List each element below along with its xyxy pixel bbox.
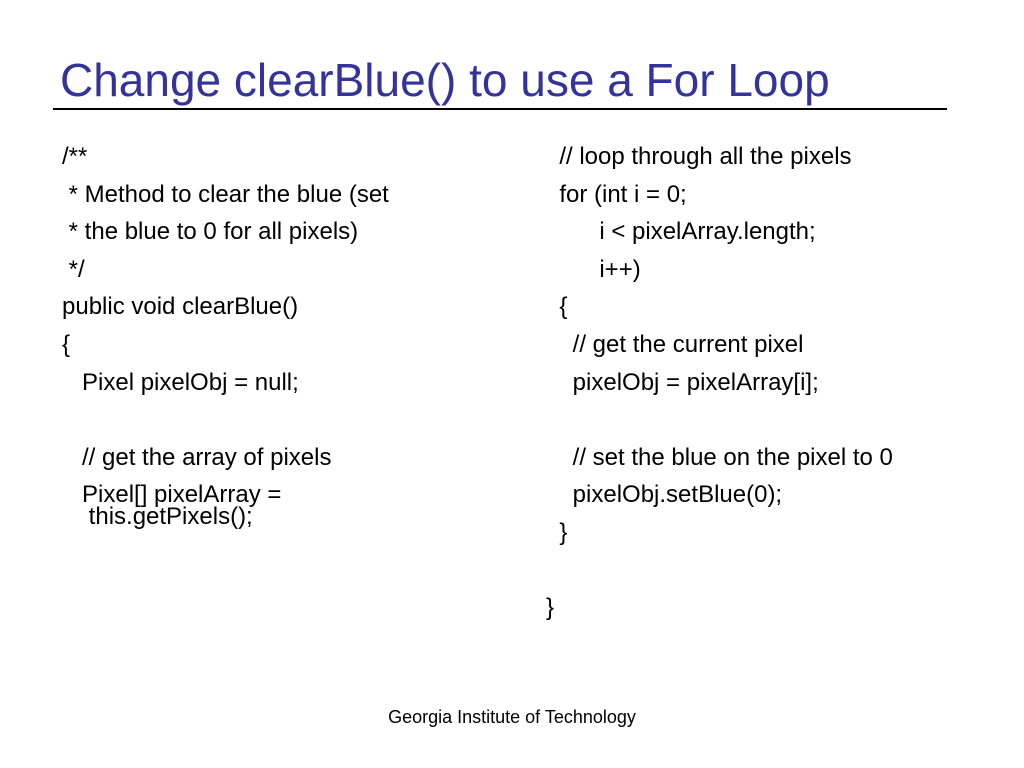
code-line: */ [62, 255, 85, 283]
slide-title: Change clearBlue() to use a For Loop [60, 54, 830, 106]
code-line: pixelObj = pixelArray[i]; [546, 368, 819, 396]
code-line: this.getPixels(); [62, 502, 253, 530]
code-line: * Method to clear the blue (set [62, 180, 389, 208]
code-line: i++) [546, 255, 641, 283]
code-line: public void clearBlue() [62, 293, 299, 321]
code-line: { [62, 330, 71, 358]
code-line: // loop through all the pixels [546, 143, 852, 170]
code-line: /** [62, 143, 88, 170]
code-line: pixelObj.setBlue(0); [546, 481, 783, 509]
code-line: // set the blue on the pixel to 0 [546, 443, 893, 471]
code-line-blank [546, 552, 893, 590]
code-line: } [546, 594, 555, 622]
code-line-blank [546, 401, 893, 439]
code-line: // get the current pixel [546, 330, 804, 358]
code-block-left [62, 138, 389, 534]
code-line: { [546, 293, 568, 321]
title-underline [53, 108, 947, 110]
code-line: Pixel pixelObj = null; [62, 368, 299, 396]
code-line: i < pixelArray.length; [546, 218, 816, 246]
code-line: Pixel[] pixelArray = [62, 481, 282, 509]
code-line-blank [62, 401, 389, 439]
code-block-right [546, 138, 893, 627]
code-line: for (int i = 0; [546, 180, 687, 208]
code-line: * the blue to 0 for all pixels) [62, 218, 359, 246]
slide-footer: Georgia Institute of Technology [388, 707, 636, 727]
code-line: } [546, 518, 568, 546]
code-line: // get the array of pixels [62, 443, 332, 471]
